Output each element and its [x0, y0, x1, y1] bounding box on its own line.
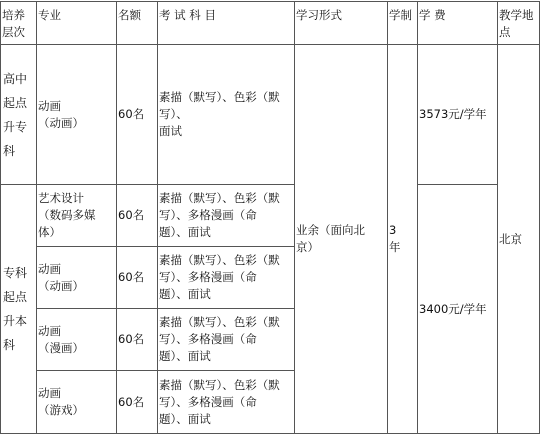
exam-line: 面试: [159, 124, 182, 138]
quota-cell: 60名: [117, 371, 158, 434]
exam-line: 写）、多格漫画（命: [159, 208, 257, 222]
study-form-line: 业余（面向北: [296, 223, 365, 237]
table-row: [1, 45, 540, 185]
duration-number: 3: [389, 223, 397, 237]
exam-line: 素描（默写）、色彩（默: [159, 191, 280, 205]
level-cell-bachelor: [1, 185, 37, 434]
tuition-cell-bachelor: 3400元/学年: [418, 185, 498, 434]
exam-line: 题）、面试: [159, 349, 211, 363]
header-tuition: 学 费: [418, 2, 498, 45]
level-label: 专科起点升本科: [3, 266, 28, 352]
header-major: 专业: [37, 2, 117, 45]
duration-unit: 年: [389, 240, 401, 254]
major-direction: （数码多媒: [38, 208, 96, 222]
major-direction: （动画）: [38, 278, 84, 293]
major-cell: [37, 309, 117, 371]
header-level: 培养层次: [1, 2, 37, 45]
tuition-cell-college: 3573元/学年: [418, 45, 498, 185]
location-cell: 北京: [498, 45, 540, 434]
level-label: 高中起点升专科: [3, 71, 28, 158]
exam-line: 素描（默写）、色彩（默: [159, 315, 280, 329]
exam-line: 题）、面试: [159, 411, 211, 426]
quota-cell: 60名: [117, 45, 158, 185]
quota-cell: 60名: [117, 185, 158, 247]
quota-cell: 60名: [117, 309, 158, 371]
header-row: [1, 2, 540, 45]
major-name: 动画: [38, 98, 61, 113]
exam-line: 素描（默写）、色彩（默: [159, 253, 280, 267]
major-direction: （动画）: [38, 115, 84, 130]
major-name: 动画: [38, 261, 61, 276]
major-direction: 体）: [38, 225, 61, 239]
study-form-line: 京）: [296, 240, 319, 254]
study-form-cell: [295, 45, 388, 434]
header-location: 教学地点: [498, 2, 540, 45]
exam-line: 写）、多格漫画（命: [159, 332, 257, 346]
major-name: 动画: [38, 323, 61, 338]
admissions-table: [0, 1, 540, 434]
header-exam: 考 试 科 目: [158, 2, 295, 45]
exam-cell: [158, 45, 295, 185]
exam-cell: [158, 247, 295, 309]
exam-line: 写）、: [159, 107, 188, 121]
duration-cell: [388, 45, 418, 434]
header-duration: 学制: [388, 2, 418, 45]
exam-line: 写）、多格漫画（命: [159, 270, 257, 284]
exam-line: 题）、面试: [159, 225, 211, 239]
major-direction: （游戏）: [38, 403, 84, 417]
major-cell: [37, 185, 117, 247]
exam-cell: [158, 185, 295, 247]
major-name: 艺术设计: [38, 191, 84, 205]
major-cell: [37, 371, 117, 434]
exam-line: 素描（默写）、色彩（默: [159, 90, 280, 104]
quota-cell: 60名: [117, 247, 158, 309]
table-row: [1, 185, 540, 247]
exam-line: 写）、多格漫画（命: [159, 394, 257, 409]
major-name: 动画: [38, 386, 61, 400]
header-study-form: 学习形式: [295, 2, 388, 45]
exam-line: 素描（默写）、色彩（默: [159, 377, 280, 392]
header-quota: 名额: [117, 2, 158, 45]
major-direction: （漫画）: [38, 340, 84, 355]
exam-line: 题）、面试: [159, 287, 211, 301]
major-cell: [37, 247, 117, 309]
exam-cell: [158, 309, 295, 371]
major-cell: [37, 45, 117, 185]
level-cell-college: [1, 45, 37, 185]
exam-cell: [158, 371, 295, 434]
